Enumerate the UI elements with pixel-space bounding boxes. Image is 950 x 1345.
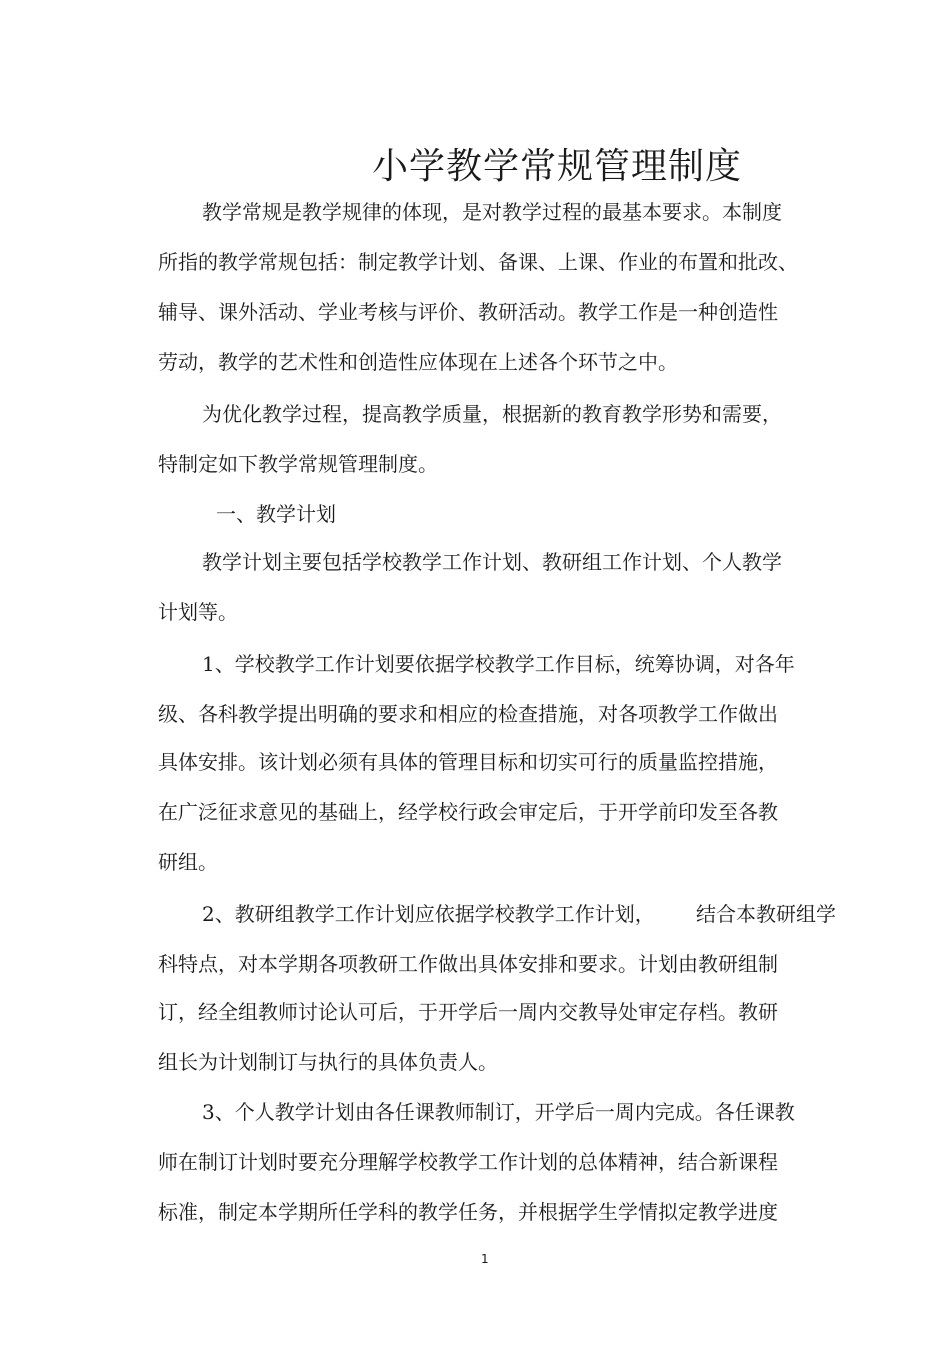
paragraph-line: 标准，制定本学期所任学科的教学任务，并根据学生学情拟定教学进度 — [158, 1200, 778, 1224]
paragraph-line: 订，经全组教师讨论认可后，于开学后一周内交教导处审定存档。教研 — [158, 1000, 778, 1024]
paragraph-line: 师在制订计划时要充分理解学校教学工作计划的总体精神，结合新课程 — [158, 1150, 778, 1174]
page-number: 1 — [481, 1252, 489, 1266]
paragraph-line: 组长为计划制订与执行的具体负责人。 — [158, 1050, 498, 1074]
paragraph-line: 级、各科教学提出明确的要求和相应的检查措施，对各项教学工作做出 — [158, 702, 778, 726]
paragraph-line: 所指的教学常规包括：制定教学计划、备课、上课、作业的布置和批改、 — [158, 250, 798, 274]
paragraph-line: 3、个人教学计划由各任课教师制订，开学后一周内完成。各任课教 — [202, 1100, 795, 1124]
paragraph-line: 在广泛征求意见的基础上，经学校行政会审定后，于开学前印发至各教 — [158, 800, 778, 824]
paragraph-line: 教学计划主要包括学校教学工作计划、教研组工作计划、个人教学 — [202, 550, 782, 574]
paragraph-line: 1、学校教学工作计划要依据学校教学工作目标，统筹协调，对各年 — [202, 652, 795, 676]
paragraph-line: 具体安排。该计划必须有具体的管理目标和切实可行的质量监控措施， — [158, 750, 778, 774]
paragraph-line: 结合本教研组学 — [696, 902, 836, 926]
section-heading: 一、教学计划 — [216, 502, 336, 526]
paragraph-line: 教学常规是教学规律的体现，是对教学过程的最基本要求。本制度 — [202, 200, 782, 224]
paragraph-line: 研组。 — [158, 850, 218, 874]
paragraph-line: 辅导、课外活动、学业考核与评价、教研活动。教学工作是一种创造性 — [158, 300, 778, 324]
paragraph-line: 为优化教学过程，提高教学质量，根据新的教育教学形势和需要， — [202, 402, 782, 426]
paragraph-line: 劳动，教学的艺术性和创造性应体现在上述各个环节之中。 — [158, 350, 678, 374]
paragraph-line: 特制定如下教学常规管理制度。 — [158, 452, 438, 476]
document-title: 小学教学常规管理制度 — [372, 146, 743, 187]
paragraph-line: 科特点，对本学期各项教研工作做出具体安排和要求。计划由教研组制 — [158, 952, 778, 976]
paragraph-line: 2、教研组教学工作计划应依据学校教学工作计划， — [202, 902, 655, 926]
paragraph-line: 计划等。 — [158, 600, 238, 624]
